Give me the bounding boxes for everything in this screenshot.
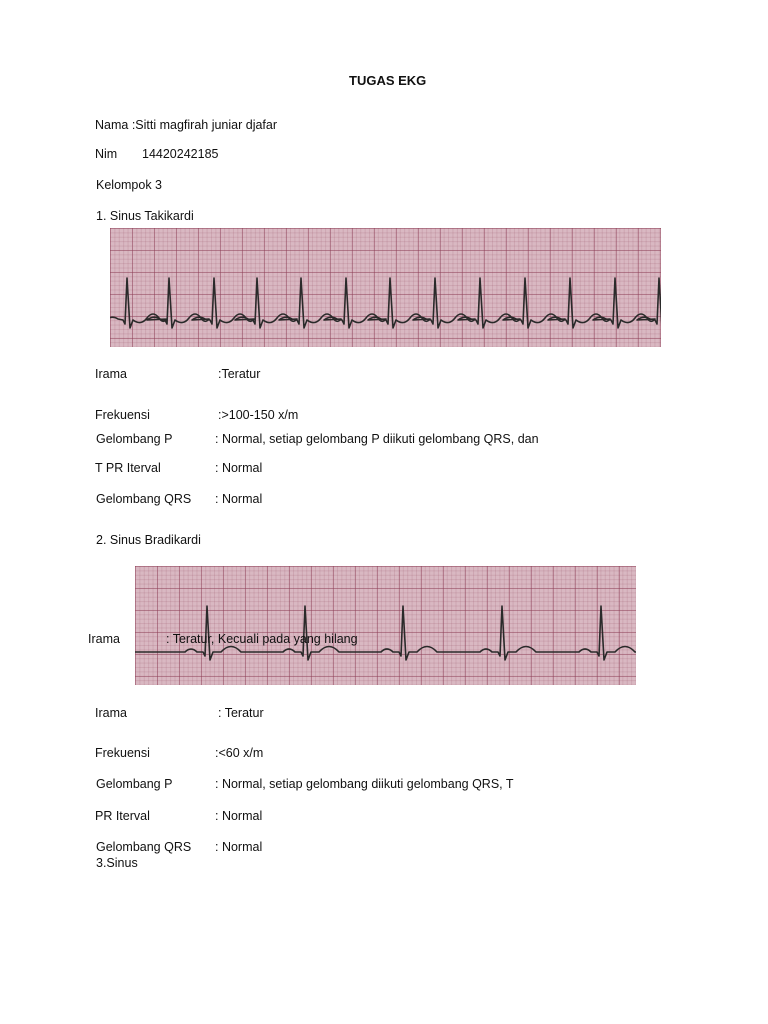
s2-qrs-value: : Normal	[215, 840, 263, 854]
s2-qrs-label: Gelombang QRS	[96, 840, 192, 854]
s2-frekuensi-label: Frekuensi	[95, 746, 150, 760]
nim-value: 14420242185	[142, 147, 219, 161]
s1-gelombang-p-value: : Normal, setiap gelombang P diikuti gelombang QRS, dan	[215, 432, 539, 446]
s2-pr-value: : Normal	[215, 809, 263, 823]
s1-irama-label: Irama	[95, 367, 127, 381]
s1-frekuensi-label: Frekuensi	[95, 408, 150, 422]
s2-overlay-value: : Teratur, Kecuali pada yang hilang	[166, 632, 358, 646]
ecg-trace-bradycardia	[135, 566, 636, 685]
s2-pr-label: PR Iterval	[95, 809, 150, 823]
ecg-strip-bradycardia	[135, 566, 636, 685]
ecg-trace-tachycardia	[110, 228, 661, 347]
section2-heading: 2. Sinus Bradikardi	[96, 533, 201, 547]
section3-heading: 3.Sinus	[96, 856, 138, 870]
s1-qrs-value: : Normal	[215, 492, 263, 506]
s1-irama-value: :Teratur	[218, 367, 261, 381]
ecg-strip-tachycardia	[110, 228, 661, 347]
s2-gelombang-p-value: : Normal, setiap gelombang diikuti gelombang QRS, T	[215, 777, 514, 791]
section1-heading: 1. Sinus Takikardi	[96, 209, 194, 223]
s1-pr-value: : Normal	[215, 461, 263, 475]
page-title: TUGAS EKG	[349, 73, 427, 88]
student-name: Nama :Sitti magfirah juniar djafar	[95, 118, 278, 132]
s2-irama-value: : Teratur	[218, 706, 264, 720]
s1-qrs-label: Gelombang QRS	[96, 492, 192, 506]
s1-gelombang-p-label: Gelombang P	[96, 432, 173, 446]
s2-irama-label: Irama	[95, 706, 127, 720]
kelompok: Kelompok 3	[96, 178, 163, 192]
nim-label: Nim	[95, 147, 118, 161]
s1-pr-label: T PR Iterval	[95, 461, 161, 475]
s2-gelombang-p-label: Gelombang P	[96, 777, 173, 791]
s2-overlay-label: Irama	[88, 632, 120, 646]
s1-frekuensi-value: :>100-150 x/m	[218, 408, 299, 422]
s2-frekuensi-value: :<60 x/m	[215, 746, 264, 760]
ecg-waveform	[110, 278, 661, 328]
